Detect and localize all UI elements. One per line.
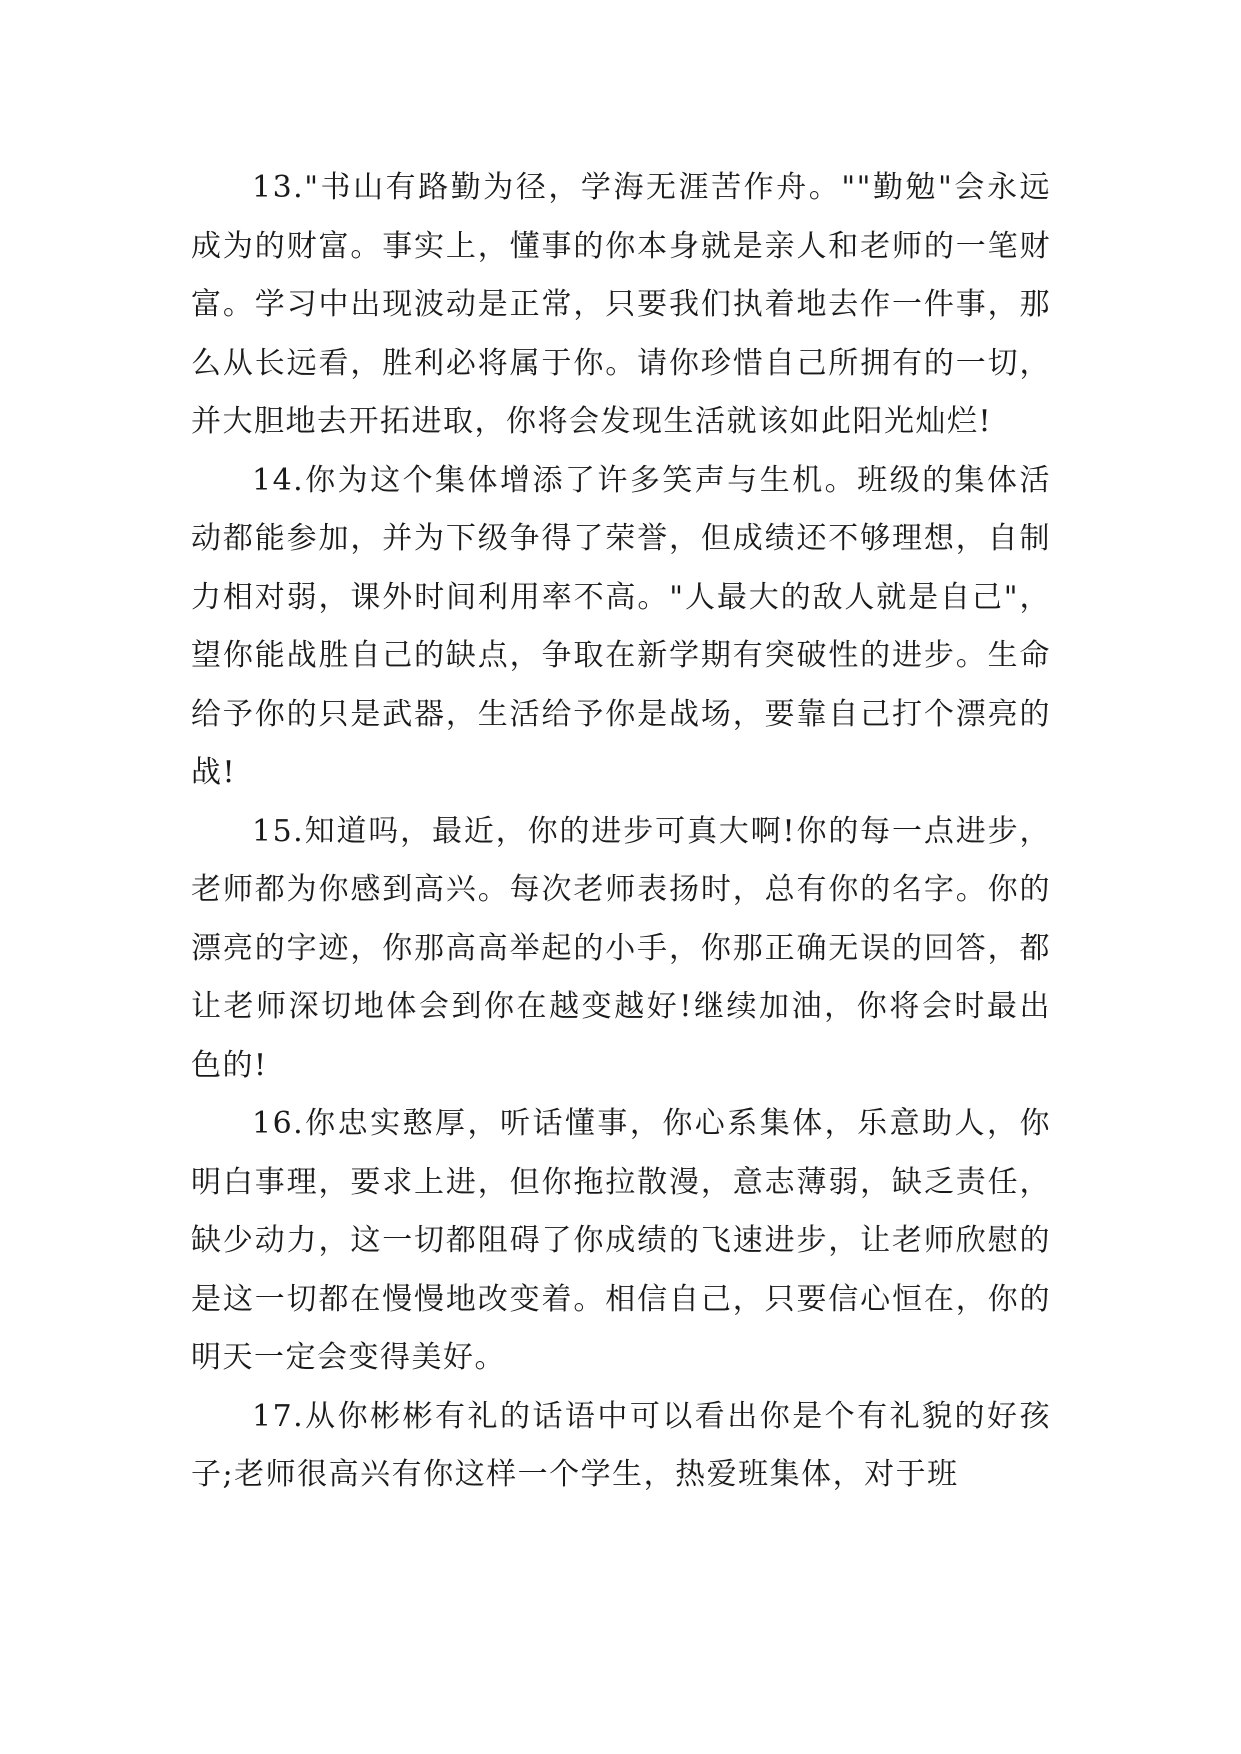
document-body	[191, 159, 1051, 1505]
paragraph-17: 17.从你彬彬有礼的话语中可以看出你是个有礼貌的好孩子;老师很高兴有你这样一个学生，热爱班集体，对于班	[191, 1398, 1051, 1492]
paragraph-16: 16.你忠实憨厚，听话懂事，你心系集体，乐意助人，你明白事理，要求上进，但你拖拉散漫，意志薄弱，缺乏责任，缺少动力，这一切都阻碍了你成绩的飞速进步，让老师欣慰的是这一切都在慢慢地改变着。相信自己，只要信心恒在，你的明天一定会变得美好。	[191, 1106, 1051, 1375]
paragraph-15: 15.知道吗，最近，你的进步可真大啊!你的每一点进步，老师都为你感到高兴。每次老师表扬时，总有你的名字。你的漂亮的字迹，你那高高举起的小手，你那正确无误的回答，都让老师深切地体会到你在越变越好!继续加油，你将会时最出色的!	[191, 813, 1051, 1083]
paragraph-14: 14.你为这个集体增添了许多笑声与生机。班级的集体活动都能参加，并为下级争得了荣誉，但成绩还不够理想，自制力相对弱，课外时间利用率不高。"人最大的敌人就是自己"，望你能战胜自己的缺点，争取在新学期有突破性的进步。生命给予你的只是武器，生活给予你是战场，要靠自己打个漂亮的战!	[191, 462, 1051, 790]
paragraph-13: 13."书山有路勤为径，学海无涯苦作舟。""勤勉"会永远成为的财富。事实上，懂事的你本身就是亲人和老师的一笔财富。学习中出现波动是正常，只要我们执着地去作一件事，那么从长远看，胜利必将属于你。请你珍惜自己所拥有的一切，并大胆地去开拓进取，你将会发现生活就该如此阳光灿烂!	[191, 170, 1051, 439]
